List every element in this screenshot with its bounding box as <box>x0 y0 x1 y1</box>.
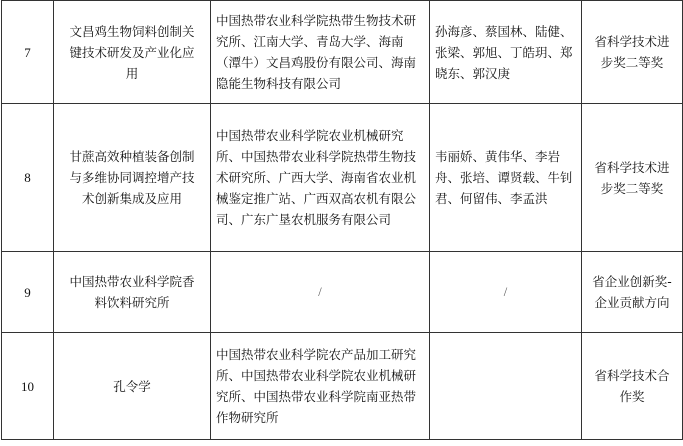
contributors <box>430 333 582 440</box>
project-name: 孔令学 <box>54 333 211 440</box>
row-number: 7 <box>2 1 54 104</box>
organizations: 中国热带农业科学院农产品加工研究所、中国热带农业科学院农业机械研究所、中国热带农业科学院南亚热带作物研究所 <box>211 333 430 440</box>
table-row <box>2 1 683 104</box>
project-name: 文昌鸡生物饲料创制关键技术研发及产业化应用 <box>54 1 211 104</box>
table-row <box>2 333 683 440</box>
contributors: 韦丽娇、黄伟华、李岩舟、张培、谭贤载、牛钊君、何留伟、李孟洪 <box>430 104 582 252</box>
organizations: / <box>211 252 430 333</box>
organizations: 中国热带农业科学院热带生物技术研究所、江南大学、青岛大学、海南（潭牛）文昌鸡股份有限公司、海南隐能生物科技有限公司 <box>211 1 430 104</box>
contributors: 孙海彦、蔡国林、陆健、张梁、郭旭、丁皓玥、郑晓东、郭汉庚 <box>430 1 582 104</box>
award-level: 省企业创新奖-企业贡献方向 <box>582 252 683 333</box>
row-number: 9 <box>2 252 54 333</box>
award-level: 省科学技术进步奖二等奖 <box>582 1 683 104</box>
table-row <box>2 252 683 333</box>
row-number: 8 <box>2 104 54 252</box>
award-level: 省科学技术合作奖 <box>582 333 683 440</box>
contributors: / <box>430 252 582 333</box>
organizations: 中国热带农业科学院农业机械研究所、中国热带农业科学院热带生物技术研究所、广西大学、海南省农业机械鉴定推广站、广西双高农机有限公司、广东广垦农机服务有限公司 <box>211 104 430 252</box>
table-row <box>2 104 683 252</box>
project-name: 甘蔗高效种植装备创制与多维协同调控增产技术创新集成及应用 <box>54 104 211 252</box>
awards-table <box>1 0 683 440</box>
project-name: 中国热带农业科学院香料饮料研究所 <box>54 252 211 333</box>
award-level: 省科学技术进步奖二等奖 <box>582 104 683 252</box>
row-number: 10 <box>2 333 54 440</box>
